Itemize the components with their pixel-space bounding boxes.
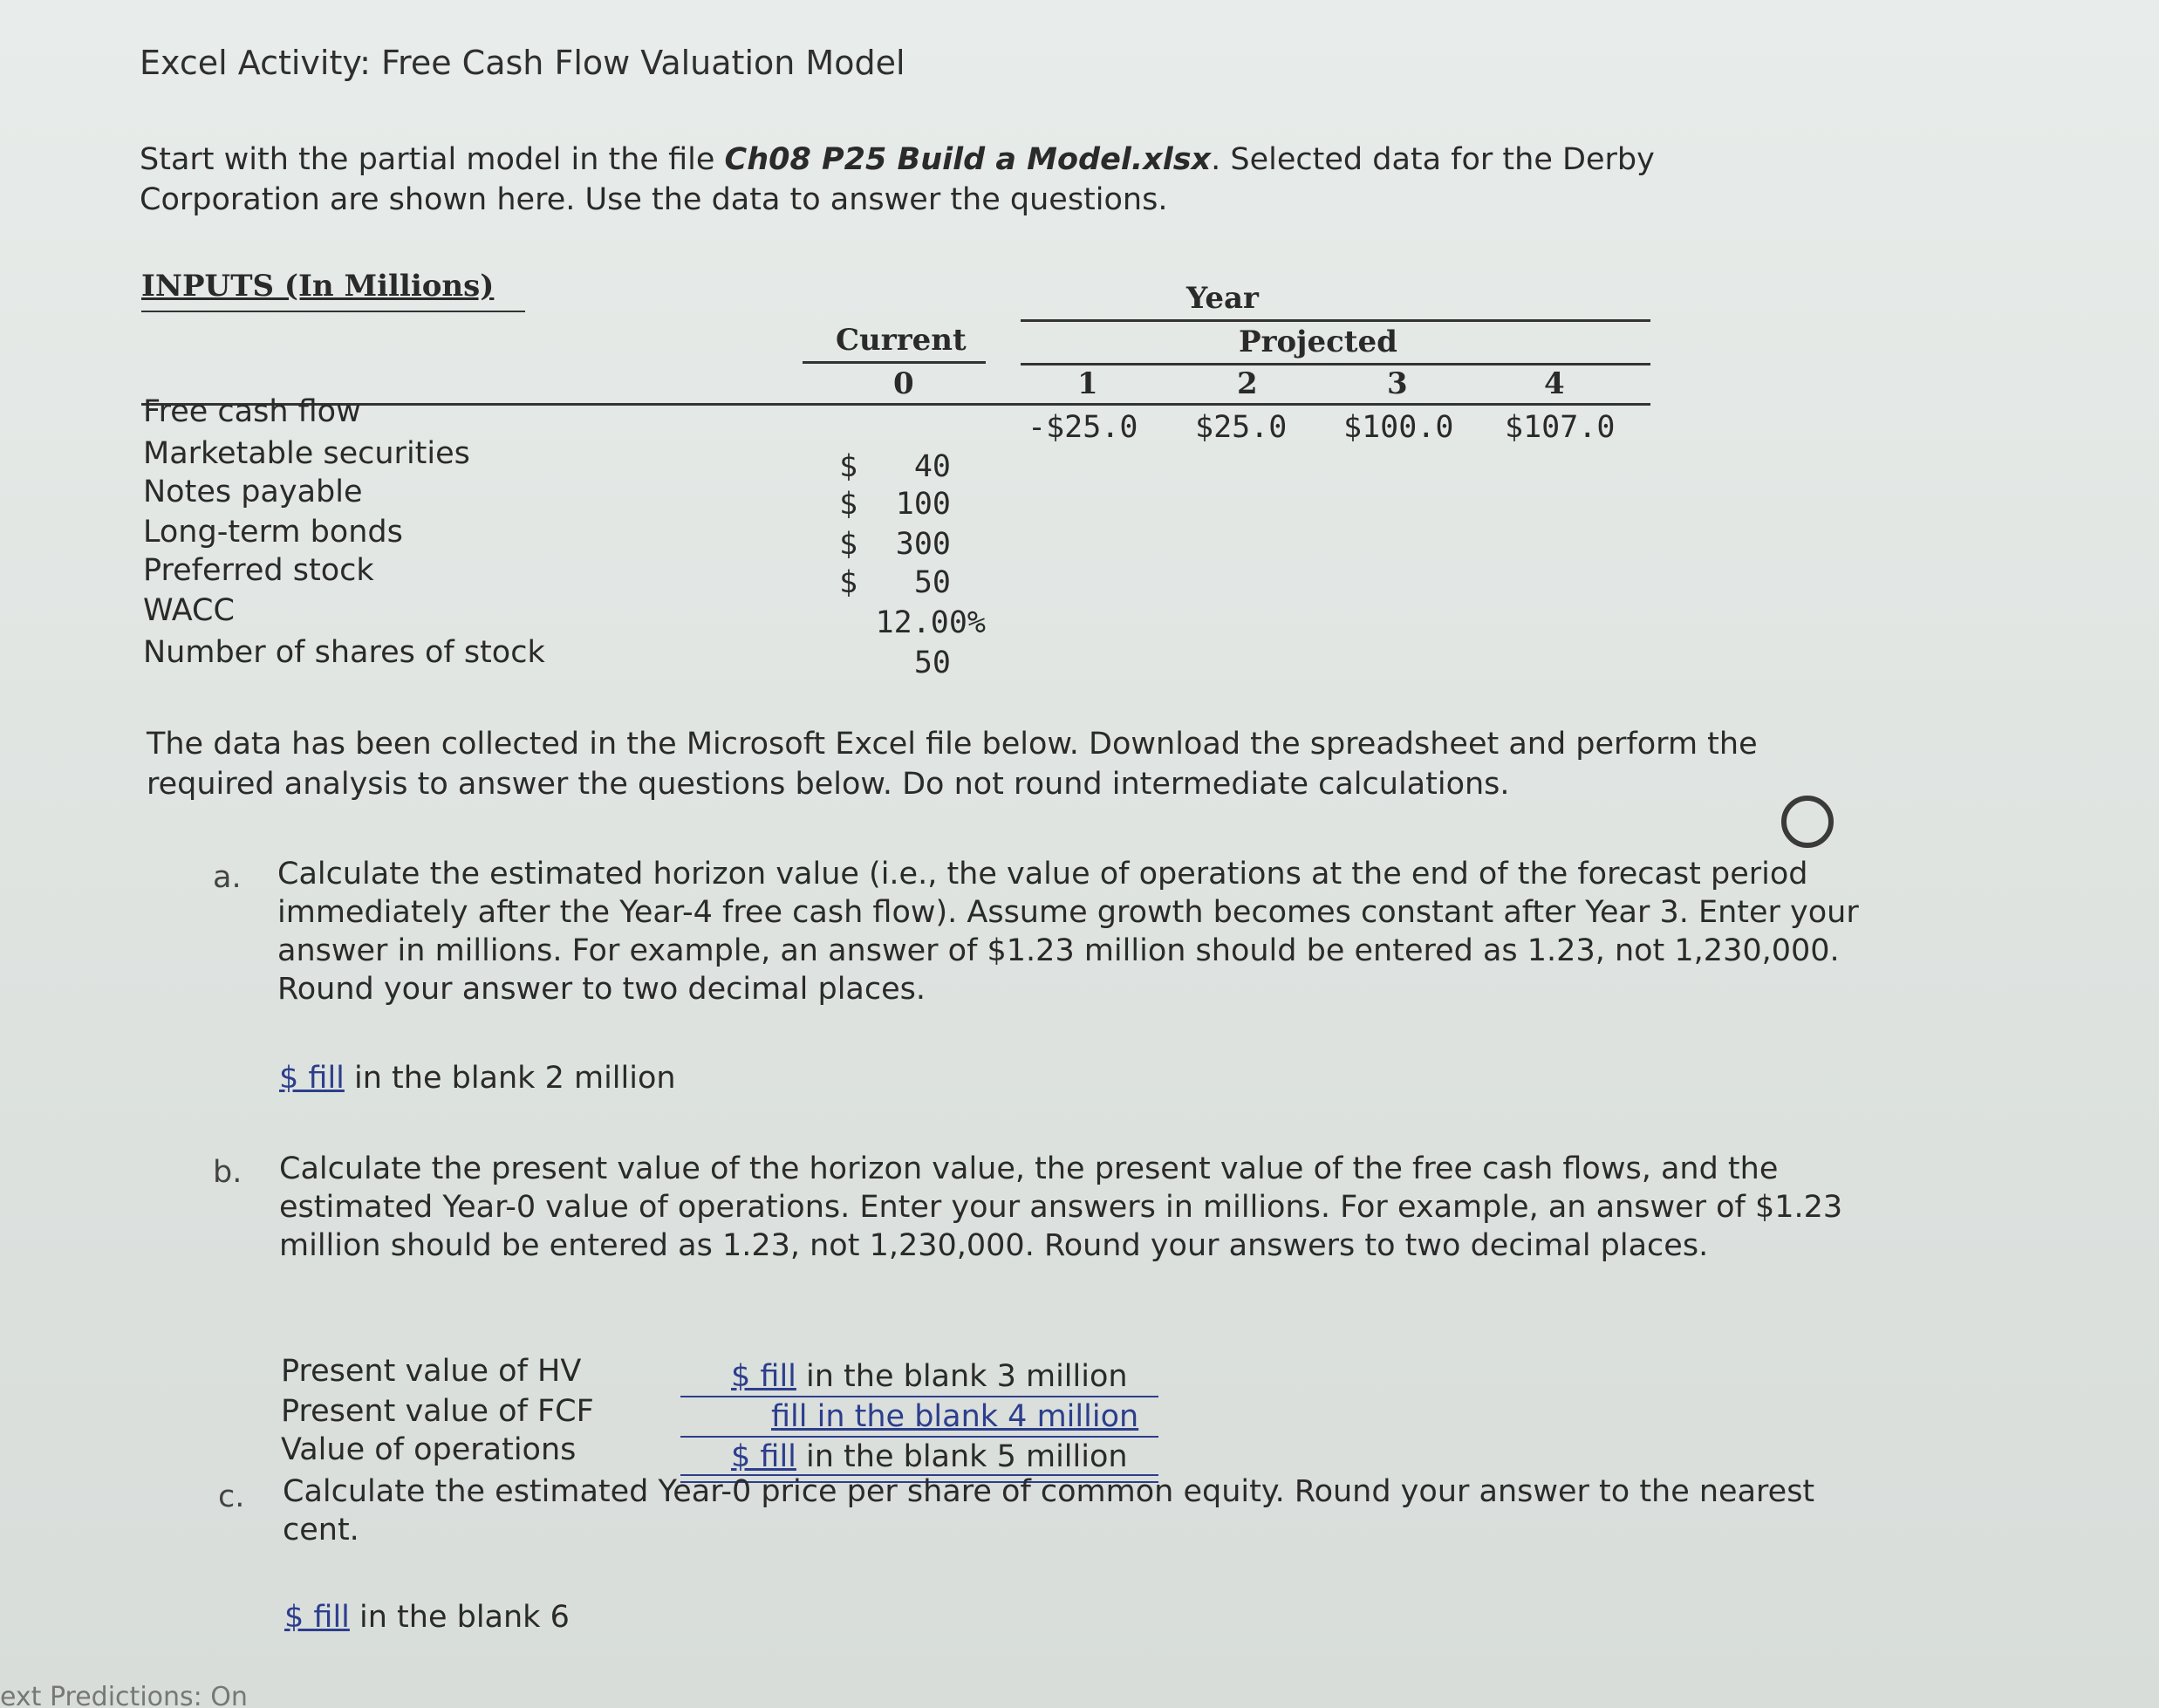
pv-hv-answer <box>731 1359 1128 1394</box>
dollar-sign-np: $ <box>839 487 858 522</box>
projected-header: Projected <box>1239 325 1397 359</box>
col-header-4: 4 <box>1544 366 1565 401</box>
question-b-text: Calculate the present value of the horizon value, the present value of the free cash flows, and the estimated Year-0 value of operations. Enter your answers in millions. For example, an answer of $1.23 million should be entered as 1.23, not 1,230,000. Round your answers to two decimal places. <box>279 1151 1843 1263</box>
value-shares: 50 <box>913 646 951 680</box>
fcf-year-1: -$25.0 <box>1028 410 1138 445</box>
answer-3-input[interactable]: $ fill <box>731 1359 796 1394</box>
row-label-fcf: Free cash flow <box>143 394 361 429</box>
text-predictions-status[interactable]: ext Predictions: On <box>0 1682 248 1708</box>
inputs-rule <box>141 311 525 312</box>
question-b-letter: b. <box>213 1155 243 1190</box>
row-label-ms: Marketable securities <box>143 436 470 471</box>
col-header-2: 2 <box>1237 366 1258 401</box>
fcf-year-2: $25.0 <box>1195 410 1288 445</box>
col-header-3: 3 <box>1387 366 1408 401</box>
intro-text-after: . Selected data for the Derby Corporation are shown here. Use the data to answer the questions. <box>140 142 1655 217</box>
pv-fcf-label: Present value of FCF <box>281 1394 594 1429</box>
pv-fcf-answer[interactable] <box>771 1399 1138 1434</box>
question-c-answer <box>284 1600 570 1635</box>
question-c-text: Calculate the estimated Year-0 price per share of common equity. Round your answer to the nearest cent. <box>283 1474 1815 1547</box>
row-label-shares: Number of shares of stock <box>143 635 545 670</box>
answer-5-input[interactable]: $ fill <box>731 1439 796 1474</box>
answer-6-input[interactable]: $ fill <box>284 1600 350 1635</box>
status-circle-icon <box>1781 796 1834 848</box>
row-label-ps: Preferred stock <box>143 553 374 588</box>
value-of-operations-label: Value of operations <box>281 1432 577 1467</box>
pv-hv-underline <box>680 1396 1158 1397</box>
current-rule <box>803 361 986 364</box>
dollar-sign-ps: $ <box>839 565 858 600</box>
answer-5-label: in the blank 5 million <box>796 1439 1128 1474</box>
value-np: 100 <box>895 487 951 522</box>
value-ms: 40 <box>913 449 951 484</box>
inputs-header: INPUTS (In Millions) <box>141 269 495 304</box>
projected-rule <box>1021 363 1650 366</box>
year-rule <box>1021 319 1650 322</box>
row-label-wacc: WACC <box>143 593 235 628</box>
answer-6-label: in the blank 6 <box>349 1600 570 1635</box>
dollar-sign-ms: $ <box>839 449 858 484</box>
row-label-ltb: Long-term bonds <box>143 515 403 550</box>
question-a-text: Calculate the estimated horizon value (i.e., the value of operations at the end of the forecast period immediately after the Year-4 free cash flow). Assume growth becomes constant after Year 3. Enter your answer in millions. For example, an answer of $1.23 million should be entered as 1.23, not 1,230,000. Round your answer to two decimal places. <box>277 857 1859 1007</box>
intro-filename: Ch08 P25 Build a Model.xlsx <box>724 142 1212 177</box>
answer-2-label: in the blank 2 million <box>344 1061 676 1096</box>
page-title: Excel Activity: Free Cash Flow Valuation Model <box>140 44 905 82</box>
question-a-answer <box>279 1061 676 1096</box>
intro-text-before: Start with the partial model in the file <box>140 142 725 177</box>
answer-3-label: in the blank 3 million <box>796 1359 1128 1394</box>
value-ltb: 300 <box>895 527 951 562</box>
col-header-0: 0 <box>893 366 914 401</box>
year-header: Year <box>1186 281 1259 316</box>
value-wacc: 12.00% <box>875 605 986 640</box>
current-header: Current <box>836 323 967 358</box>
value-of-operations-answer <box>731 1439 1128 1474</box>
instructions-paragraph: The data has been collected in the Microsoft Excel file below. Download the spreadsheet and perform the required analysis to answer the questions below. Do not round intermediate calculations. <box>147 727 1758 802</box>
dollar-sign-ltb: $ <box>839 527 858 562</box>
question-a-letter: a. <box>213 860 242 895</box>
fcf-year-4: $107.0 <box>1505 410 1616 445</box>
col-header-1: 1 <box>1077 366 1098 401</box>
fcf-year-3: $100.0 <box>1343 410 1454 445</box>
pv-hv-label: Present value of HV <box>281 1354 582 1389</box>
pv-fcf-underline <box>680 1436 1158 1438</box>
question-c-letter: c. <box>218 1479 245 1514</box>
value-ps: 50 <box>913 565 951 600</box>
answer-2-input[interactable]: $ fill <box>279 1061 345 1096</box>
answer-4-label[interactable]: fill in the blank 4 million <box>771 1399 1139 1434</box>
intro-paragraph <box>140 140 1797 220</box>
row-label-np: Notes payable <box>143 475 363 509</box>
table-header-rule <box>141 403 1650 406</box>
